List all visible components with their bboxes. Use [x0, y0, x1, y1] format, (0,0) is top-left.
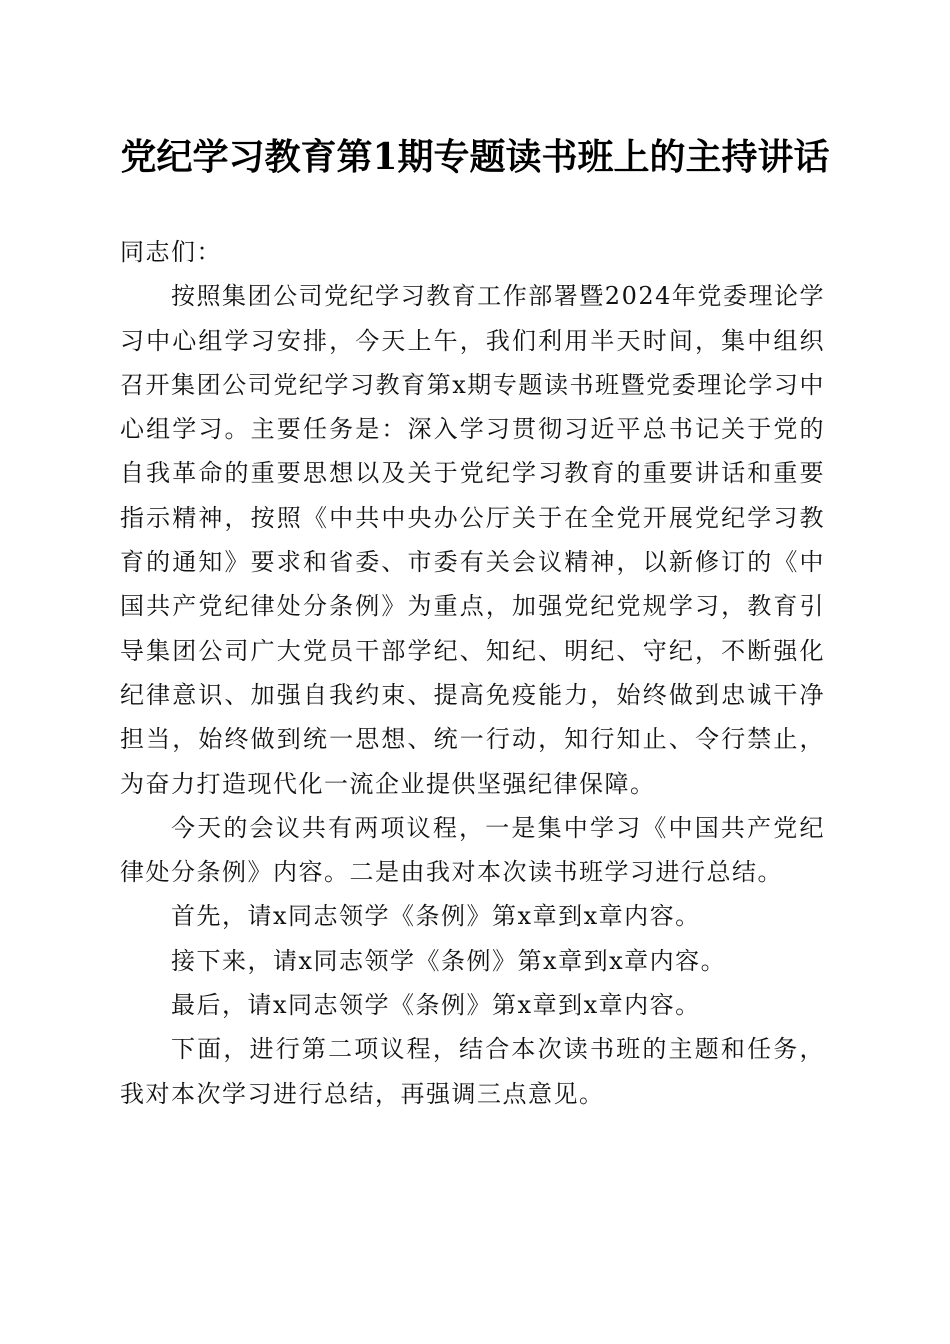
paragraph-first-speaker: 首先，请x同志领学《条例》第x章到x章内容。 [171, 902, 701, 931]
paragraph-next-speaker: 接下来，请x同志领学《条例》第x章到x章内容。 [171, 946, 727, 975]
paragraph-last-speaker: 最后，请x同志领学《条例》第x章到x章内容。 [171, 991, 701, 1020]
salutation: 同志们： [120, 238, 222, 266]
paragraph-second-agenda: 下面，进行第二项议程，结合本次读书班的主题和任务，我对本次学习进行总结，再强调三点意见。 [120, 1035, 825, 1108]
paragraph-intro: 按照集团公司党纪学习教育工作部署暨2024年党委理论学习中心组学习安排，今天上午，我们利用半天时间，集中组织召开集团公司党纪学习教育第x期专题读书班暨党委理论学习中心组学习。主要任务是：深入学习贯彻习近平总书记关于党的自我革命的重要思想以及关于党纪学习教育的重要讲话和重要指示精神，按照《中共中央办公厅关于在全党开展党纪学习教育的通知》要求和省委、市委有关会议精神，以新修订的《中国共产党纪律处分条例》为重点，加强党纪党规学习，教育引导集团公司广大党员干部学纪、知纪、明纪、守纪，不断强化纪律意识、加强自我约束、提高免疫能力，始终做到忠诚干净担当，始终做到统一思想、统一行动，知行知止、令行禁止，为奋力打造现代化一流企业提供坚强纪律保障。 [120, 282, 825, 798]
paragraph-agenda: 今天的会议共有两项议程，一是集中学习《中国共产党纪律处分条例》内容。二是由我对本次读书班学习进行总结。 [120, 813, 825, 887]
document-title: 党纪学习教育第1期专题读书班上的主持讲话 [120, 136, 830, 178]
document-body [120, 230, 825, 1116]
